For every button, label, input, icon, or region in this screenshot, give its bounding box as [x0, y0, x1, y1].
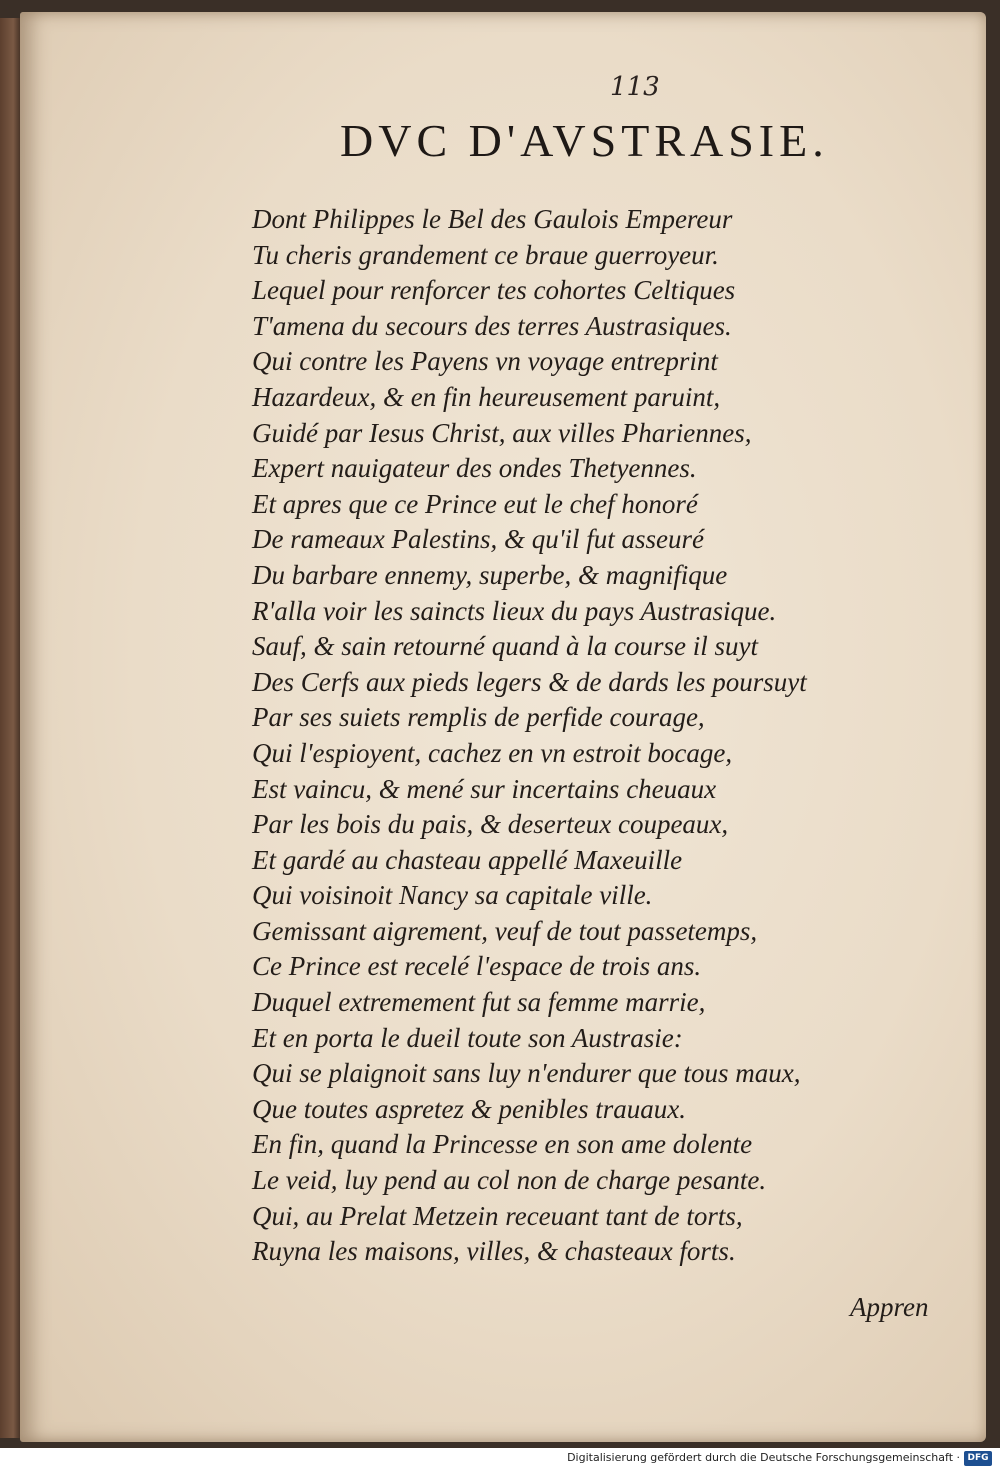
verse-line: En fin, quand la Princesse en son ame dolente — [252, 1129, 753, 1160]
verse-line: Et apres que ce Prince eut le chef honoré — [252, 488, 698, 519]
verse-line: Qui voisinoit Nancy sa capitale ville. — [252, 880, 653, 911]
footer-bar — [0, 1448, 1000, 1470]
verse-line: Et gardé au chasteau appellé Maxeuille — [252, 844, 683, 875]
verse-line: Duquel extremement fut sa femme marrie, — [252, 987, 706, 1018]
verse-line: Qui l'espioyent, cachez en vn estroit bocage, — [252, 737, 733, 768]
verse-line: Par ses suiets remplis de perfide courage, — [252, 702, 705, 733]
verse-line: R'alla voir les saincts lieux du pays Austrasique. — [252, 595, 777, 626]
verse-line: Ce Prince est recelé l'espace de trois ans. — [252, 951, 702, 982]
catchword: Appren — [850, 1292, 929, 1322]
verse-line: Le veid, luy pend au col non de charge pesante. — [252, 1165, 767, 1196]
footer-credit: Digitalisierung gefördert durch die Deutsche Forschungsgemeinschaft · — [567, 1451, 960, 1464]
verse-line: Dont Philippes le Bel des Gaulois Empereur — [252, 204, 733, 234]
verse-line: Est vaincu, & mené sur incertains cheuaux — [252, 773, 717, 804]
verse-line: Lequel pour renforcer tes cohortes Celtiques — [252, 275, 736, 306]
verse-line: Du barbare ennemy, superbe, & magnifique — [252, 559, 728, 590]
verse-line: Qui contre les Payens vn voyage entreprint — [252, 346, 718, 377]
book-page — [20, 12, 986, 1442]
verse-line: Tu cheris grandement ce braue guerroyeur. — [252, 239, 719, 270]
verse-line: Sauf, & sain retourné quand à la course il suyt — [252, 631, 758, 662]
verse-block — [252, 202, 952, 1270]
verse-line: Guidé par Iesus Christ, aux villes Phariennes, — [252, 417, 752, 448]
verse-line: Des Cerfs aux pieds legers & de dards les poursuyt — [252, 666, 807, 697]
verse-line: Hazardeux, & en fin heureusement paruint, — [252, 381, 721, 412]
book-spine-edge — [0, 18, 22, 1438]
verse-line: De rameaux Palestins, & qu'il fut asseuré — [252, 524, 704, 555]
page-number: 113 — [610, 72, 660, 102]
verse-line: Gemissant aigrement, veuf de tout passetemps, — [252, 915, 758, 946]
verse-line: T'amena du secours des terres Austrasiques. — [252, 310, 732, 341]
verse-line: Ruyna les maisons, villes, & chasteaux forts. — [252, 1236, 736, 1267]
verse-line: Et en porta le dueil toute son Austrasie: — [252, 1022, 683, 1053]
verse-line: Par les bois du pais, & deserteux coupeaux, — [252, 809, 729, 840]
dfg-logo-icon: DFG — [964, 1451, 992, 1466]
running-head-title: DVC D'AVSTRASIE. — [340, 115, 829, 166]
verse-line: Qui se plaignoit sans luy n'endurer que tous maux, — [252, 1058, 801, 1089]
verse-line: Expert nauigateur des ondes Thetyennes. — [252, 453, 697, 484]
verse-line: Que toutes aspretez & penibles trauaux. — [252, 1093, 686, 1124]
verse-line: Qui, au Prelat Metzein receuant tant de torts, — [252, 1200, 743, 1231]
